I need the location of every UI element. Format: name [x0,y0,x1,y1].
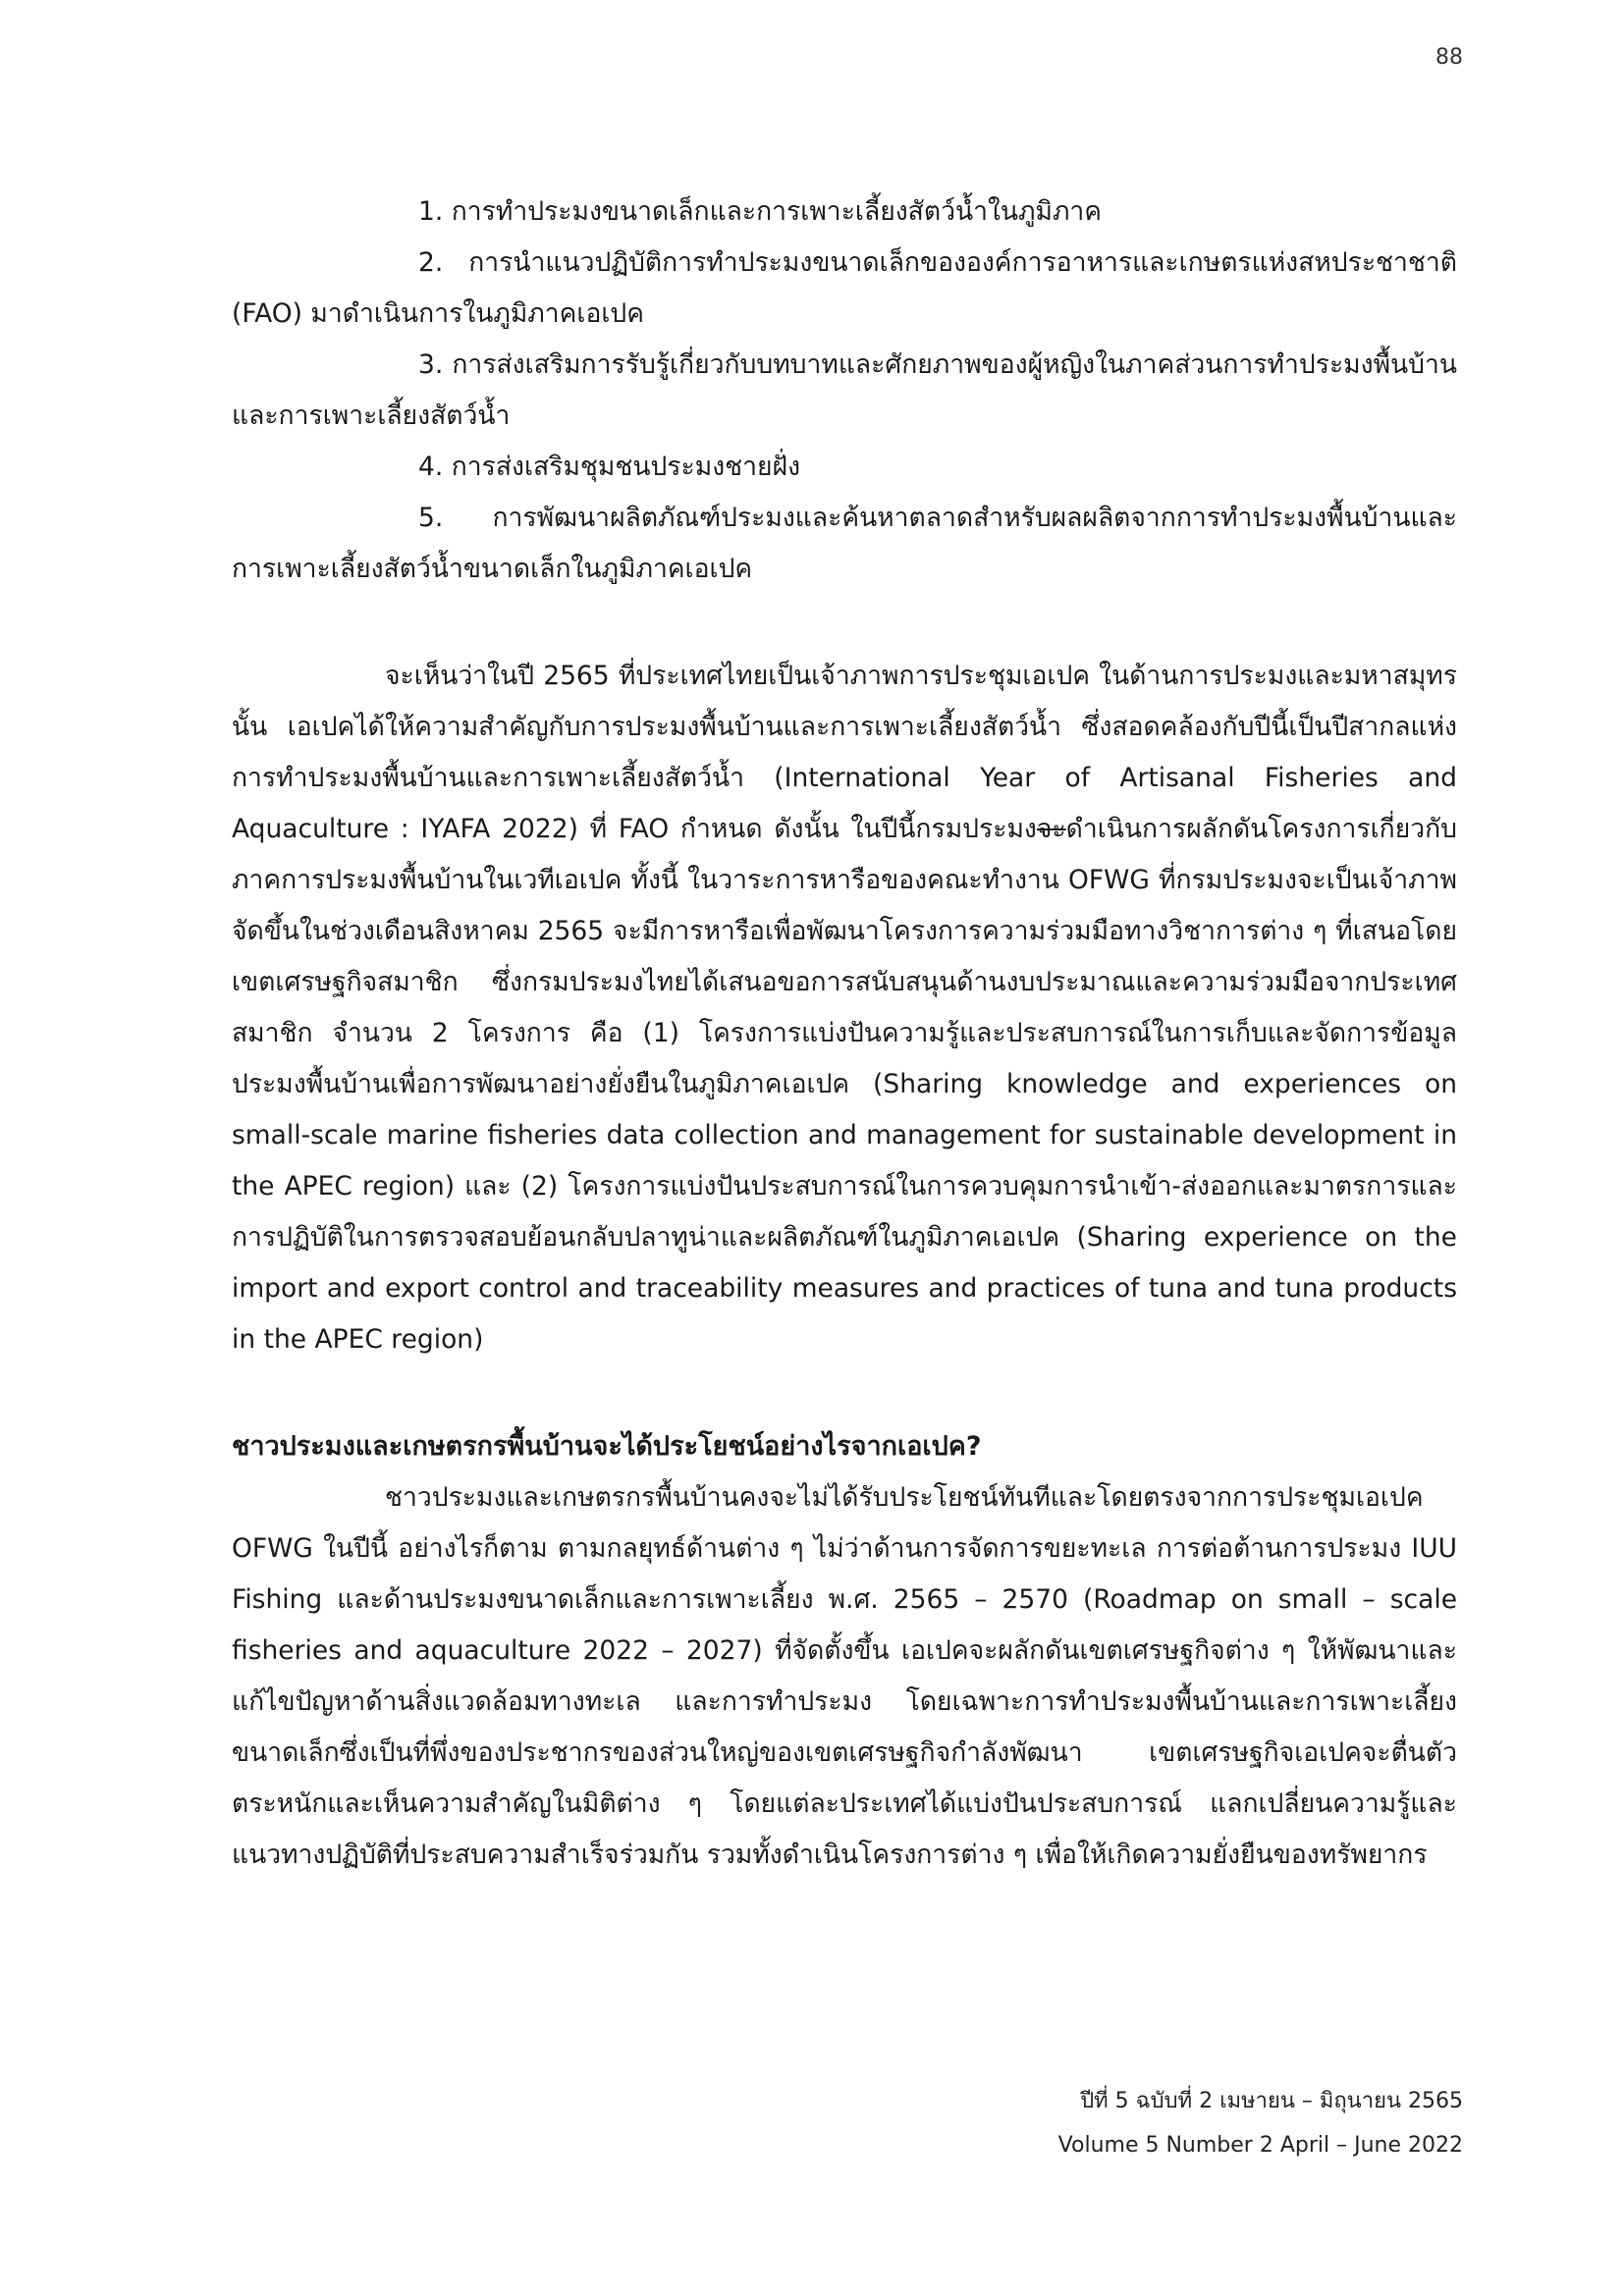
paragraph-text: จะเห็นว่าในปี 2565 ที่ประเทศไทยเป็นเจ้าภาพการประชุมเอเปค ในด้านการประมงและมหาสมุทรนั้น เอเปคได้ให้ความสำคัญกับการประมงพื้นบ้านและการเพาะเลี้ยงสัตว์น้ำ ซึ่งสอดคล้องกับปีนี้เป็นปีสากลแห่งการทำประมงพื้นบ้านและการเพาะเลี้ยงสัตว์น้ำ (International Year of Artisanal Fisheries and Aquaculture : IYAFA 2022) ที่ FAO กำหนด ดังนั้น ในปีนี้กรมประมง [232,661,1457,844]
list-item: 3. การส่งเสริมการรับรู้เกี่ยวกับบทบาทและศักยภาพของผู้หญิงในภาคส่วนการทำประมงพื้นบ้านและการเพาะเลี้ยงสัตว์น้ำ [232,349,1457,431]
footer-issue-english: Volume 5 Number 2 April – June 2022 [1057,2133,1463,2158]
paragraph-text: ดำเนินการผลักดันโครงการเกี่ยวกับภาคการประมงพื้นบ้านในเวทีเอเปค ทั้งนี้ ในวาระการหารือของคณะทำงาน OFWG ที่กรมประมงจะเป็นเจ้าภาพจัดขึ้นในช่วงเดือนสิงหาคม 2565 จะมีการหารือเพื่อพัฒนาโครงการความร่วมมือทางวิชาการต่าง ๆ ที่เสนอโดยเขตเศรษฐกิจสมาชิก ซึ่งกรมประมงไทยได้เสนอขอการสนับสนุนด้านงบประมาณและความร่วมมือจากประเทศสมาชิก จำนวน 2 โครงการ คือ (1) โครงการแบ่งปันความรู้และประสบการณ์ในการเก็บและจัดการข้อมูลประมงพื้นบ้านเพื่อการพัฒนาอย่างยั่งยืนในภูมิภาคเอเปค (Sharing knowledge and experiences on small-scale marine fisheries data collection and management for sustainable development in the APEC region) และ (2) โครงการแบ่งปันประสบการณ์ในการควบคุมการนำเข้า-ส่งออกและมาตรการและการปฏิบัติในการตรวจสอบย้อนกลับปลาทูน่าและผลิตภัณฑ์ในภูมิภาคเอเปค (Sharing experience on the import and export control and traceability measures and practices of tuna and tuna products in the APEC region) [232,814,1457,1355]
section-heading: ชาวประมงและเกษตรกรพื้นบ้านจะได้ประโยชน์อย่างไรจากเอเปค? [232,1431,982,1462]
list-item: 4. การส่งเสริมชุมชนประมงชายฝั่ง [418,452,801,482]
article-body [232,187,1457,1881]
body-paragraph: ชาวประมงและเกษตรกรพื้นบ้านคงจะไม่ได้รับประโยชน์ทันทีและโดยตรงจากการประชุมเอเปค OFWG ในปีนี้ อย่างไรก็ตาม ตามกลยุทธ์ด้านต่าง ๆ ไม่ว่าด้านการจัดการขยะทะเล การต่อต้านการประมง IUU Fishing และด้านประมงขนาดเล็กและการเพาะเลี้ยง พ.ศ. 2565 – 2570 (Roadmap on small – scale fisheries and aquaculture 2022 – 2027) ที่จัดตั้งขึ้น เอเปคจะผลักดันเขตเศรษฐกิจต่าง ๆ ให้พัฒนาและแก้ไขปัญหาด้านสิ่งแวดล้อมทางทะเล และการทำประมง โดยเฉพาะการทำประมงพื้นบ้านและการเพาะเลี้ยงขนาดเล็กซึ่งเป็นที่พึ่งของประชากรของส่วนใหญ่ของเขตเศรษฐกิจกำลังพัฒนา เขตเศรษฐกิจเอเปคจะตื่นตัวตระหนักและเห็นความสำคัญในมิติต่าง ๆ โดยแต่ละประเทศได้แบ่งปันประสบการณ์ แลกเปลี่ยนความรู้และแนวทางปฏิบัติที่ประสบความสำเร็จร่วมกัน รวมทั้งดำเนินโครงการต่าง ๆ เพื่อให้เกิดความยั่งยืนของทรัพยากร [232,1482,1457,1870]
page-number: 88 [1435,45,1463,70]
list-item: 2. การนำแนวปฏิบัติการทำประมงขนาดเล็กขององค์การอาหารและเกษตรแห่งสหประชาชาติ (FAO) มาดำเนินการในภูมิภาคเอเปค [232,247,1457,329]
list-item: 5. การพัฒนาผลิตภัณฑ์ประมงและค้นหาตลาดสำหรับผลผลิตจากการทำประมงพื้นบ้านและการเพาะเลี้ยงสัตว์น้ำขนาดเล็กในภูมิภาคเอเปค [232,503,1457,584]
struck-text: จะ [1036,814,1066,844]
list-item: 1. การทำประมงขนาดเล็กและการเพาะเลี้ยงสัตว์น้ำในภูมิภาค [418,196,1103,227]
footer-issue-thai: ปีที่ 5 ฉบับที่ 2 เมษายน – มิถุนายน 2565 [1080,2089,1463,2113]
body-paragraph [232,651,1457,1365]
